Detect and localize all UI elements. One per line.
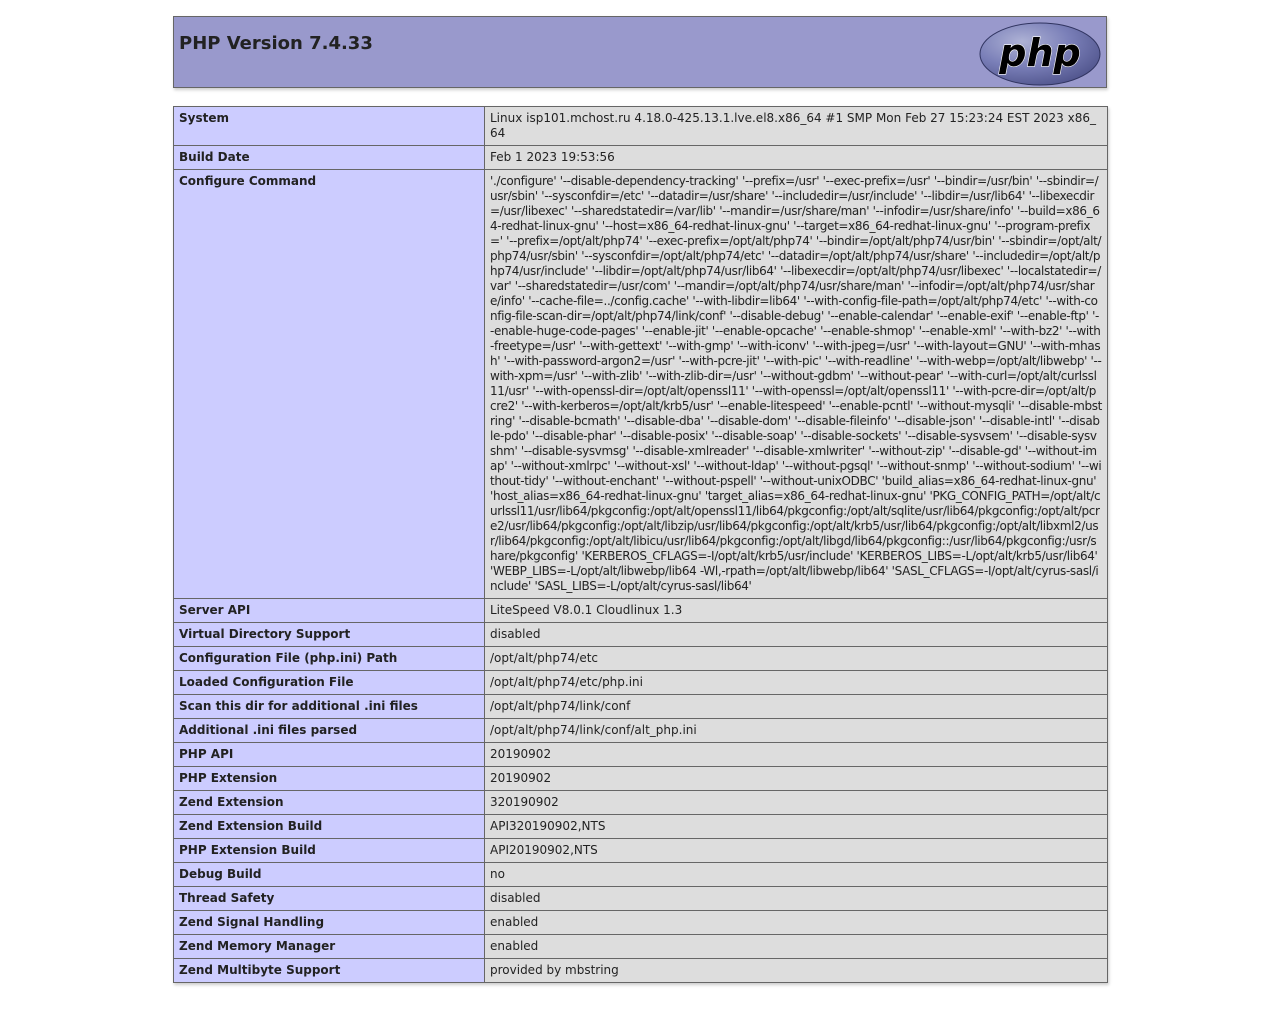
row-value: './configure' '--disable-dependency-tracking' '--prefix=/usr' '--exec-prefix=/usr' '--bindir=/usr/bin' '--sbindir=/usr/sbin' '--sysconfdir=/etc' '--datadir=/usr/share' '--includedir=/usr/include' '--libdir=/usr/lib64' '--libexecdir=/usr/libexec' '--sharedstatedir=/var/lib' '--mandir=/usr/share/man' '--infodir=/usr/share/info' '--build=x86_64-redhat-linux-gnu' '--host=x86_64-redhat-linux-gnu' '--target=x86_64-redhat-linux-gnu' '--program-prefix=' '--prefix=/opt/alt/php74' '--exec-prefix=/opt/alt/php74' '--bindir=/opt/alt/php74/usr/bin' '--sbindir=/opt/alt/php74/usr/sbin' '--sysconfdir=/opt/alt/php74/etc' '--datadir=/opt/alt/php74/usr/share' '--includedir=/opt/alt/php74/usr/include' '--libdir=/opt/alt/php74/usr/lib64' '--libexecdir=/opt/alt/php74/usr/libexec' '--localstatedir=/var' '--sharedstatedir=/usr/com' '--mandir=/opt/alt/php74/usr/share/man' '--infodir=/opt/alt/php74/usr/share/info' '--cache-file=../config.cache' '--with-libdir=lib64' '--with-config-file-path=/opt/alt/php74/etc' '--with-config-file-scan-dir=/opt/alt/php74/link/conf' '--disable-debug' '--enable-calendar' '--enable-exif' '--enable-ftp' '--enable-huge-code-pages' '--enable-jit' '--enable-opcache' '--enable-shmop' '--enable-xml' '--with-bz2' '--with-freetype=/usr' '--with-gettext' '--with-gmp' '--with-iconv' '--with-jpeg=/usr' '--with-layout=GNU' '--with-mhash' '--with-password-argon2=/usr' '--with-pcre-jit' '--with-pic' '--with-readline' '--with-webp=/opt/alt/libwebp' '--with-xpm=/usr' '--with-zlib' '--with-zlib-dir=/usr' '--without-gdbm' '--without-pear' '--with-curl=/opt/alt/curlssl11/usr' '--with-openssl-dir=/opt/alt/openssl11' '--with-openssl=/opt/alt/openssl11' '--with-pcre-dir=/opt/alt/pcre2' '--with-kerberos=/opt/alt/krb5/usr' '--enable-litespeed' '--enable-pcntl' '--without-mysqli' '--disable-mbstring' '--disable-bcmath' '--disable-dba' '--disable-dom' '--disable-fileinfo' '--disable-json' '--disable-intl' '--disable-pdo' '--disable-phar' '--disable-posix' '--disable-soap' '--disable-sockets' '--disable-sysvsem' '--disable-sysvshm' '--disable-sysvmsg' '--disable-xmlreader' '--disable-xmlwriter' '--without-zip' '--disable-gd' '--without-imap' '--without-xmlrpc' '--without-xsl' '--without-ldap' '--without-pgsql' '--without-snmp' '--without-sodium' '--without-tidy' '--without-enchant' '--without-pspell' '--without-unixODBC' 'build_alias=x86_64-redhat-linux-gnu' 'host_alias=x86_64-redhat-linux-gnu' 'target_alias=x86_64-redhat-linux-gnu' 'PKG_CONFIG_PATH=/opt/alt/curlssl11/usr/lib64/pkgconfig:/opt/alt/openssl11/lib64/pkgconfig:/opt/alt/sqlite/usr/lib64/pkgconfig:/opt/alt/pcre2/usr/lib64/pkgconfig:/opt/alt/libzip/usr/lib64/pkgconfig:/opt/alt/krb5/usr/lib64/pkgconfig:/opt/alt/libxml2/usr/lib64/pkgconfig:/opt/alt/libicu/usr/lib64/pkgconfig:/opt/alt/libgd/lib64/pkgconfig::/usr/lib64/pkgconfig:/usr/share/pkgconfig' 'KERBEROS_CFLAGS=-I/opt/alt/krb5/usr/include' 'KERBEROS_LIBS=-L/opt/alt/krb5/usr/lib64' 'WEBP_LIBS=-L/opt/alt/libwebp/lib64 -Wl,-rpath=/opt/alt/libwebp/lib64' 'SASL_CFLAGS=-I/opt/alt/cyrus-sasl/include' 'SASL_LIBS=-L/opt/alt/cyrus-sasl/lib64' [485, 170, 1108, 599]
row-label: PHP Extension [174, 767, 485, 791]
table-row [174, 767, 1108, 791]
table-row [174, 815, 1108, 839]
row-value: Linux isp101.mchost.ru 4.18.0-425.13.1.lve.el8.x86_64 #1 SMP Mon Feb 27 15:23:24 EST 2023 x86_64 [485, 107, 1108, 146]
row-value: no [485, 863, 1108, 887]
row-label: Loaded Configuration File [174, 671, 485, 695]
row-label: Zend Multibyte Support [174, 959, 485, 983]
table-row [174, 719, 1108, 743]
table-row [174, 107, 1108, 146]
row-value: enabled [485, 911, 1108, 935]
row-label: Virtual Directory Support [174, 623, 485, 647]
php-logo [979, 22, 1101, 86]
table-row [174, 623, 1108, 647]
table-row [174, 911, 1108, 935]
row-value: API20190902,NTS [485, 839, 1108, 863]
table-row [174, 959, 1108, 983]
row-label: Additional .ini files parsed [174, 719, 485, 743]
row-value: 20190902 [485, 743, 1108, 767]
row-label: Zend Extension Build [174, 815, 485, 839]
row-value: enabled [485, 935, 1108, 959]
row-value: provided by mbstring [485, 959, 1108, 983]
row-value: /opt/alt/php74/etc/php.ini [485, 671, 1108, 695]
row-value: /opt/alt/php74/link/conf [485, 695, 1108, 719]
row-label: System [174, 107, 485, 146]
system-info-table [173, 106, 1108, 983]
table-row [174, 863, 1108, 887]
php-version-header [173, 16, 1107, 88]
table-row [174, 647, 1108, 671]
table-row [174, 146, 1108, 170]
row-value: /opt/alt/php74/link/conf/alt_php.ini [485, 719, 1108, 743]
table-row [174, 839, 1108, 863]
row-label: Build Date [174, 146, 485, 170]
row-label: Server API [174, 599, 485, 623]
table-row [174, 887, 1108, 911]
table-row [174, 671, 1108, 695]
row-value: 320190902 [485, 791, 1108, 815]
row-value: 20190902 [485, 767, 1108, 791]
row-value: LiteSpeed V8.0.1 Cloudlinux 1.3 [485, 599, 1108, 623]
row-label: Zend Memory Manager [174, 935, 485, 959]
row-label: Zend Signal Handling [174, 911, 485, 935]
row-label: Configure Command [174, 170, 485, 599]
row-label: Debug Build [174, 863, 485, 887]
svg-text:php: php [999, 31, 1081, 75]
row-value: API320190902,NTS [485, 815, 1108, 839]
row-value: Feb 1 2023 19:53:56 [485, 146, 1108, 170]
row-label: Scan this dir for additional .ini files [174, 695, 485, 719]
row-label: Zend Extension [174, 791, 485, 815]
table-row [174, 170, 1108, 599]
row-label: PHP API [174, 743, 485, 767]
row-value: disabled [485, 623, 1108, 647]
row-label: Thread Safety [174, 887, 485, 911]
table-row [174, 791, 1108, 815]
row-label: Configuration File (php.ini) Path [174, 647, 485, 671]
table-row [174, 695, 1108, 719]
row-value: /opt/alt/php74/etc [485, 647, 1108, 671]
row-label: PHP Extension Build [174, 839, 485, 863]
table-row [174, 743, 1108, 767]
table-row [174, 599, 1108, 623]
page-title: PHP Version 7.4.33 [179, 33, 373, 54]
table-row [174, 935, 1108, 959]
row-value: disabled [485, 887, 1108, 911]
